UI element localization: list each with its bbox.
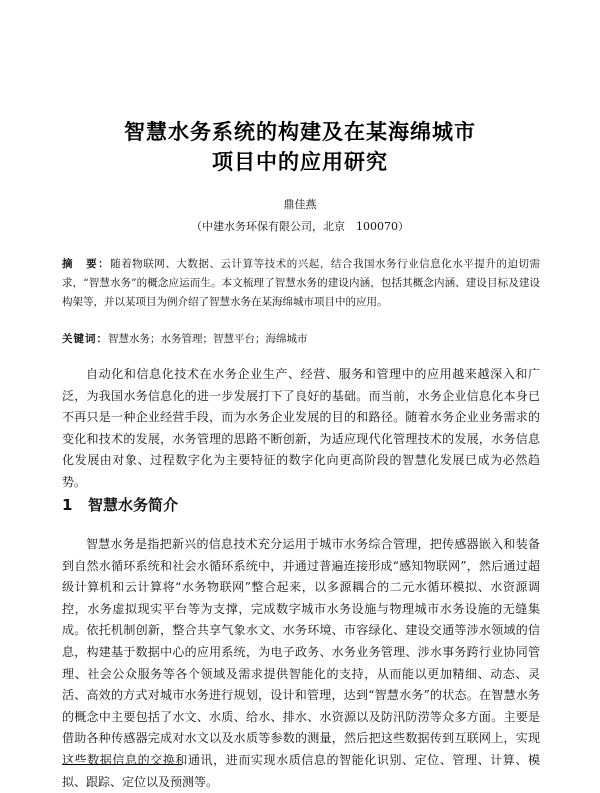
author-name: 鼎佳燕 <box>283 198 317 211</box>
keywords-text: 智慧水务；水务管理；智慧平台；海绵城市 <box>108 333 308 345</box>
abstract-block <box>62 255 540 312</box>
paper-title-line-1: 智慧水务系统的构建及在某海绵城市 <box>124 120 476 144</box>
abstract-text: 随着物联网、大数据、云计算等技术的兴起，结合我国水务行业信息化水平提升的迫切需求，“智慧水务”的概念应运而生。本文梳理了智慧水务的建设内涵，包括其概念内涵、建设目标及建设构架等，并以某项目为例介绍了智慧水务在某海绵城市项目中的应用。 <box>62 258 541 308</box>
section-1-title: 智慧水务简介 <box>88 496 179 514</box>
keywords-block <box>62 330 540 349</box>
paper-title-line-2: 项目中的应用研究 <box>212 150 388 174</box>
footnote-divider <box>62 764 182 765</box>
section-1-paragraph: 智慧水务是指把新兴的信息技术充分运用于城市水务综合管理，把传感器嵌入和装备到自然水循环系统和社会水循环系统中，并通过普遍连接形成“感知物联网”，然后通过超级计算机和云计算将“水务物联网”整合起来，以多源耦合的二元水循环模拟、水资源调控，水务虚拟现实平台等为支撑，完成数字城市水务设施与物理城市水务设施的无缝集成。依托机制创新，整合共享气象水文、水务环境、市容绿化、建设交通等涉水领域的信息，构建基于数据中心的应用系统，为电子政务、水务业务管理、涉水事务跨行业协同管理、社会公众服务等各个领域及需求提供智能化的支持，从而能以更加精细、动态、灵活、高效的方式对城市水务进行规划，设计和管理，达到“智慧水务”的状态。在智慧水务的概念中主要包括了水文、水质、给水、排水、水资源以及防汛防涝等众多方面。主要是借助各种传感器完成对水文以及水质等参数的测量，然后把这些数据传到互联网上，实现这些数据信息的交换和通讯，进而实现水质信息的智能化识别、定位、管理、计算、模拟、跟踪、定位以及预测等。 <box>62 537 540 789</box>
abstract-label: 摘 要： <box>62 258 111 270</box>
section-1-number: 1 <box>62 496 73 514</box>
intro-paragraph: 自动化和信息化技术在水务企业生产、经营、服务和管理中的应用越来越深入和广泛，为我国水务信息化的进一步发展打下了良好的基础。而当前，水务企业信息化本身已不再只是一种企业经营手段，而为水务企业发展的目的和路径。随着水务企业业务需求的变化和技术的发展，水务管理的思路不断创新，为适应现代化管理技术的发展，水务信息化发展由对象、过程数字化为主要特征的数字化向更高阶段的智慧化发展已成为必然趋势。 <box>62 367 540 489</box>
section-1-heading <box>62 494 178 515</box>
author-affiliation: （中建水务环保有限公司，北京 100070） <box>191 220 409 233</box>
keywords-label: 关键词： <box>62 333 108 345</box>
